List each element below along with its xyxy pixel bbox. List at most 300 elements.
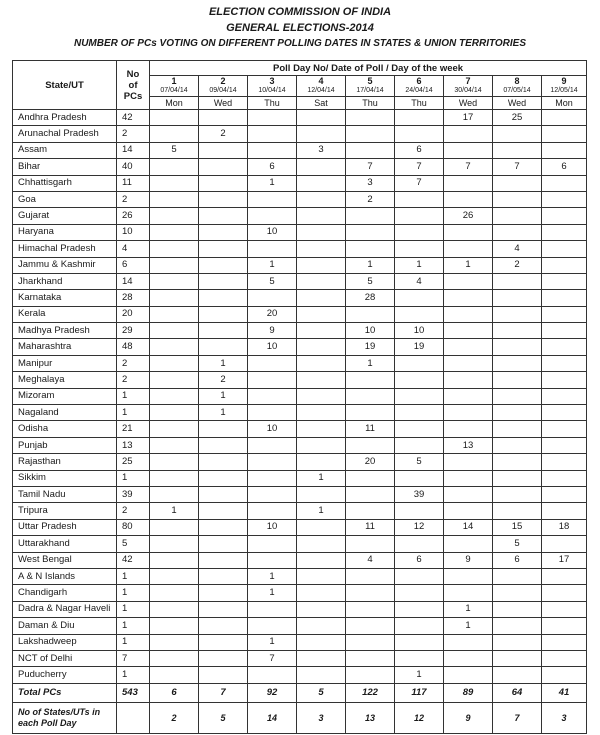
- pc-count: 1: [117, 667, 150, 683]
- poll-day-value: [248, 142, 297, 158]
- poll-day-value: [542, 388, 587, 404]
- pc-count: 13: [117, 437, 150, 453]
- poll-day-value: [444, 421, 493, 437]
- poll-date: 12/04/14: [307, 87, 335, 94]
- pc-count: 1: [117, 568, 150, 584]
- poll-day-value: [346, 306, 395, 322]
- poll-day-value: [542, 601, 587, 617]
- poll-day-value: [199, 667, 248, 683]
- pc-count: 5: [117, 536, 150, 552]
- table-row: [13, 454, 587, 470]
- poll-day-value: [542, 634, 587, 650]
- poll-day-value: [248, 241, 297, 257]
- poll-day-value: [395, 568, 444, 584]
- poll-day-of-week: Wed: [444, 97, 493, 110]
- poll-day-value: [150, 437, 199, 453]
- poll-day-value: [346, 241, 395, 257]
- total-day-value: 89: [444, 683, 493, 702]
- poll-day-value: [493, 273, 542, 289]
- poll-day-value: [297, 618, 346, 634]
- poll-day-value: [248, 667, 297, 683]
- poll-day-value: [444, 667, 493, 683]
- poll-day-value: 6: [248, 159, 297, 175]
- table-row: [13, 568, 587, 584]
- poll-day-value: [493, 437, 542, 453]
- poll-day-value: [493, 208, 542, 224]
- poll-day-value: [542, 339, 587, 355]
- poll-date: 17/04/14: [356, 87, 384, 94]
- table-row: [13, 339, 587, 355]
- poll-day-value: [150, 601, 199, 617]
- pc-count: 2: [117, 126, 150, 142]
- poll-day-value: 12: [395, 519, 444, 535]
- poll-day-value: [150, 618, 199, 634]
- poll-day-value: [297, 126, 346, 142]
- poll-day-value: [444, 339, 493, 355]
- poll-day-value: [199, 290, 248, 306]
- poll-day-value: [444, 273, 493, 289]
- poll-day-value: [542, 355, 587, 371]
- poll-day-value: [150, 191, 199, 207]
- poll-day-value: [150, 257, 199, 273]
- poll-day-value: 2: [199, 372, 248, 388]
- poll-day-value: [542, 142, 587, 158]
- poll-day-value: [150, 290, 199, 306]
- poll-day-value: [199, 208, 248, 224]
- poll-day-value: [542, 273, 587, 289]
- table-row: [13, 224, 587, 240]
- pc-count: 1: [117, 470, 150, 486]
- table-row: [13, 126, 587, 142]
- poll-day-value: 9: [248, 323, 297, 339]
- table-row: [13, 323, 587, 339]
- poll-day-value: [542, 224, 587, 240]
- pc-count: 20: [117, 306, 150, 322]
- poll-day-value: [444, 454, 493, 470]
- poll-day-value: [542, 372, 587, 388]
- pc-count: 1: [117, 601, 150, 617]
- table-row: [13, 110, 587, 126]
- poll-day-value: [199, 323, 248, 339]
- state-name: Jharkhand: [13, 273, 117, 289]
- poll-day-value: 6: [542, 159, 587, 175]
- table-row: [13, 405, 587, 421]
- poll-day-value: 4: [346, 552, 395, 568]
- poll-day-value: 5: [150, 142, 199, 158]
- poll-day-value: [493, 405, 542, 421]
- poll-day-value: [444, 568, 493, 584]
- poll-day-value: [297, 667, 346, 683]
- state-name: Jammu & Kashmir: [13, 257, 117, 273]
- poll-day-value: [248, 618, 297, 634]
- state-name: Madhya Pradesh: [13, 323, 117, 339]
- poll-day-value: [248, 110, 297, 126]
- poll-day-value: [493, 290, 542, 306]
- poll-day-value: [395, 601, 444, 617]
- poll-day-value: [444, 405, 493, 421]
- pc-count: 42: [117, 552, 150, 568]
- table-row: [13, 552, 587, 568]
- poll-day-value: [346, 224, 395, 240]
- poll-day-value: [493, 142, 542, 158]
- poll-day-value: 7: [493, 159, 542, 175]
- poll-day-value: [297, 306, 346, 322]
- poll-day-value: [444, 634, 493, 650]
- poll-day-value: 10: [248, 421, 297, 437]
- table-row: [13, 208, 587, 224]
- poll-day-value: [395, 585, 444, 601]
- poll-day-value: [297, 454, 346, 470]
- poll-day-value: [199, 486, 248, 502]
- total-day-value: 122: [346, 683, 395, 702]
- poll-day-value: [542, 110, 587, 126]
- poll-day-value: 1: [248, 568, 297, 584]
- header-day-8: [493, 76, 542, 97]
- poll-day-value: [297, 241, 346, 257]
- state-name: Punjab: [13, 437, 117, 453]
- poll-date: 07/05/14: [503, 87, 531, 94]
- state-name: Manipur: [13, 355, 117, 371]
- total-day-value: 117: [395, 683, 444, 702]
- state-name: Gujarat: [13, 208, 117, 224]
- pc-count: 40: [117, 159, 150, 175]
- table-row: [13, 273, 587, 289]
- poll-day-value: [493, 454, 542, 470]
- poll-day-of-week: Wed: [493, 97, 542, 110]
- poll-day-value: [444, 486, 493, 502]
- poll-day-value: 6: [395, 142, 444, 158]
- state-name: Dadra & Nagar Haveli: [13, 601, 117, 617]
- pc-count: 28: [117, 290, 150, 306]
- state-name: Tamil Nadu: [13, 486, 117, 502]
- state-name: Goa: [13, 191, 117, 207]
- poll-day-value: [444, 241, 493, 257]
- poll-day-value: [150, 126, 199, 142]
- poll-day-value: [150, 486, 199, 502]
- poll-day-value: [493, 191, 542, 207]
- total-day-value: 41: [542, 683, 587, 702]
- poll-day-value: 4: [493, 241, 542, 257]
- poll-day-value: [199, 618, 248, 634]
- poll-day-value: 1: [199, 405, 248, 421]
- poll-day-value: 1: [444, 601, 493, 617]
- poll-day-value: [346, 585, 395, 601]
- poll-day-value: [297, 405, 346, 421]
- poll-day-value: [395, 372, 444, 388]
- poll-day-value: [493, 470, 542, 486]
- poll-day-of-week: Mon: [542, 97, 587, 110]
- poll-day-value: [346, 126, 395, 142]
- state-name: A & N Islands: [13, 568, 117, 584]
- poll-day-value: [444, 503, 493, 519]
- pc-count: 21: [117, 421, 150, 437]
- poll-day-value: [542, 405, 587, 421]
- poll-day-value: 1: [199, 388, 248, 404]
- state-name: Assam: [13, 142, 117, 158]
- poll-day-value: [199, 421, 248, 437]
- poll-day-value: 15: [493, 519, 542, 535]
- poll-day-value: 1: [444, 257, 493, 273]
- pc-count: 26: [117, 208, 150, 224]
- poll-day-value: [248, 388, 297, 404]
- poll-day-value: 19: [346, 339, 395, 355]
- poll-day-value: [493, 224, 542, 240]
- poll-day-value: [395, 306, 444, 322]
- state-name: Mizoram: [13, 388, 117, 404]
- poll-day-value: [297, 437, 346, 453]
- state-name: West Bengal: [13, 552, 117, 568]
- poll-day-value: [395, 421, 444, 437]
- pc-count: 1: [117, 405, 150, 421]
- poll-day-value: [444, 585, 493, 601]
- states-count-value: 3: [297, 702, 346, 733]
- poll-day-value: [150, 175, 199, 191]
- poll-day-value: 19: [395, 339, 444, 355]
- state-name: Odisha: [13, 421, 117, 437]
- state-name: Maharashtra: [13, 339, 117, 355]
- poll-day-value: [346, 208, 395, 224]
- state-name: Meghalaya: [13, 372, 117, 388]
- poll-day-of-week: Thu: [248, 97, 297, 110]
- poll-day-value: [150, 568, 199, 584]
- poll-day-value: 5: [395, 454, 444, 470]
- table-row: [13, 437, 587, 453]
- poll-day-value: [297, 486, 346, 502]
- poll-day-value: 5: [346, 273, 395, 289]
- poll-day-value: 2: [493, 257, 542, 273]
- poll-day-value: [297, 634, 346, 650]
- poll-date: 12/05/14: [550, 87, 578, 94]
- poll-day-value: [444, 323, 493, 339]
- poll-day-value: 7: [444, 159, 493, 175]
- pc-count: 25: [117, 454, 150, 470]
- pc-count: 2: [117, 372, 150, 388]
- states-count-row: [13, 702, 587, 733]
- poll-day-value: [542, 306, 587, 322]
- poll-day-value: 1: [248, 634, 297, 650]
- poll-day-value: [346, 405, 395, 421]
- poll-day-value: 17: [542, 552, 587, 568]
- table-row: [13, 142, 587, 158]
- poll-day-value: [542, 650, 587, 666]
- poll-day-value: [248, 126, 297, 142]
- poll-day-value: [297, 650, 346, 666]
- poll-day-value: [150, 224, 199, 240]
- states-count-value: 5: [199, 702, 248, 733]
- poll-day-value: [542, 290, 587, 306]
- state-name: Lakshadweep: [13, 634, 117, 650]
- poll-day-value: [493, 355, 542, 371]
- header-state: State/UT: [13, 61, 117, 110]
- poll-day-value: [542, 208, 587, 224]
- poll-day-value: [346, 388, 395, 404]
- table-row: [13, 601, 587, 617]
- state-name: Haryana: [13, 224, 117, 240]
- poll-day-value: [297, 339, 346, 355]
- poll-day-value: 2: [346, 191, 395, 207]
- state-name: Tripura: [13, 503, 117, 519]
- poll-day-value: [542, 421, 587, 437]
- poll-day-value: 4: [395, 273, 444, 289]
- poll-day-value: [395, 208, 444, 224]
- poll-day-value: [297, 175, 346, 191]
- pc-count: 10: [117, 224, 150, 240]
- poll-day-value: [297, 110, 346, 126]
- poll-day-value: [493, 634, 542, 650]
- poll-day-value: [395, 634, 444, 650]
- header-no-of-pcs-line: No: [126, 68, 140, 80]
- poll-day-value: 1: [395, 257, 444, 273]
- poll-day-value: [248, 503, 297, 519]
- poll-day-value: [199, 241, 248, 257]
- poll-day-value: [395, 470, 444, 486]
- poll-day-value: 28: [346, 290, 395, 306]
- poll-day-value: 14: [444, 519, 493, 535]
- poll-day-value: 5: [493, 536, 542, 552]
- poll-day-value: [346, 142, 395, 158]
- poll-day-value: [346, 618, 395, 634]
- poll-day-value: [199, 175, 248, 191]
- table-row: [13, 372, 587, 388]
- poll-day-value: 1: [248, 585, 297, 601]
- total-pcs: 543: [117, 683, 150, 702]
- poll-day-value: [150, 667, 199, 683]
- poll-day-value: [493, 339, 542, 355]
- poll-day-value: [395, 618, 444, 634]
- header-day-2: [199, 76, 248, 97]
- poll-day-value: [199, 110, 248, 126]
- poll-day-value: [542, 568, 587, 584]
- poll-day-value: 17: [444, 110, 493, 126]
- poll-day-value: [199, 306, 248, 322]
- table-row: [13, 257, 587, 273]
- poll-day-value: [248, 290, 297, 306]
- poll-day-value: 7: [395, 175, 444, 191]
- poll-day-value: [199, 257, 248, 273]
- pc-count: 2: [117, 355, 150, 371]
- poll-day-value: [395, 110, 444, 126]
- poll-day-value: [395, 388, 444, 404]
- table-row: [13, 585, 587, 601]
- poll-day-value: [297, 601, 346, 617]
- state-name: Arunachal Pradesh: [13, 126, 117, 142]
- poll-day-value: 7: [248, 650, 297, 666]
- pc-count: 48: [117, 339, 150, 355]
- poll-day-value: 20: [346, 454, 395, 470]
- pc-count: 14: [117, 273, 150, 289]
- poll-day-value: 6: [395, 552, 444, 568]
- poll-day-value: [346, 486, 395, 502]
- poll-day-value: [346, 568, 395, 584]
- poll-day-value: [542, 585, 587, 601]
- poll-day-value: [493, 421, 542, 437]
- poll-day-value: [346, 372, 395, 388]
- poll-day-value: [248, 191, 297, 207]
- pc-count: 1: [117, 634, 150, 650]
- poll-day-value: [199, 552, 248, 568]
- poll-day-value: [199, 601, 248, 617]
- poll-date: 24/04/14: [405, 87, 433, 94]
- table-row: [13, 519, 587, 535]
- poll-day-value: 2: [199, 126, 248, 142]
- poll-day-value: [248, 405, 297, 421]
- poll-day-value: [542, 667, 587, 683]
- header-no-of-pcs-line: of: [128, 79, 138, 91]
- poll-day-value: [346, 437, 395, 453]
- poll-date: 30/04/14: [454, 87, 482, 94]
- poll-day-value: [346, 634, 395, 650]
- poll-day-value: 10: [346, 323, 395, 339]
- total-day-value: 92: [248, 683, 297, 702]
- table-row: [13, 241, 587, 257]
- poll-day-value: [297, 159, 346, 175]
- state-name: Chandigarh: [13, 585, 117, 601]
- poll-day-value: [150, 388, 199, 404]
- header-day-9: [542, 76, 587, 97]
- table-row: [13, 486, 587, 502]
- poll-day-value: [493, 601, 542, 617]
- poll-day-value: 1: [346, 257, 395, 273]
- poll-day-value: [150, 208, 199, 224]
- state-name: Karnataka: [13, 290, 117, 306]
- total-day-value: 64: [493, 683, 542, 702]
- poll-day-value: [150, 454, 199, 470]
- poll-day-value: [444, 650, 493, 666]
- poll-day-value: 26: [444, 208, 493, 224]
- title-line-2: GENERAL ELECTIONS-2014: [226, 22, 374, 34]
- poll-day-value: [199, 142, 248, 158]
- states-count-value: 13: [346, 702, 395, 733]
- poll-day-value: [199, 339, 248, 355]
- state-name: Uttarakhand: [13, 536, 117, 552]
- table-row: [13, 175, 587, 191]
- table-row: [13, 191, 587, 207]
- table-row: [13, 355, 587, 371]
- poll-day-value: [542, 241, 587, 257]
- poll-day-value: 13: [444, 437, 493, 453]
- poll-day-value: [444, 355, 493, 371]
- pc-count: 42: [117, 110, 150, 126]
- poll-day-value: 6: [493, 552, 542, 568]
- state-name: Puducherry: [13, 667, 117, 683]
- table-row: [13, 536, 587, 552]
- total-day-value: 5: [297, 683, 346, 702]
- poll-day-value: [493, 667, 542, 683]
- states-count-label: No of States/UTs in each Poll Day: [13, 702, 117, 733]
- poll-day-value: [199, 191, 248, 207]
- poll-date: 10/04/14: [258, 87, 286, 94]
- poll-day-value: [150, 650, 199, 666]
- poll-day-value: [248, 536, 297, 552]
- poll-day-value: [199, 159, 248, 175]
- poll-day-value: [444, 191, 493, 207]
- poll-day-value: [395, 241, 444, 257]
- poll-date: 07/04/14: [160, 87, 188, 94]
- poll-day-value: [542, 437, 587, 453]
- poll-day-value: [199, 568, 248, 584]
- poll-day-value: [346, 110, 395, 126]
- title-line-3: NUMBER OF PCs VOTING ON DIFFERENT POLLING DATES IN STATES & UNION TERRITORIES: [73, 38, 527, 49]
- poll-day-value: [150, 339, 199, 355]
- poll-day-value: 9: [444, 552, 493, 568]
- poll-day-value: [248, 437, 297, 453]
- poll-day-value: [542, 486, 587, 502]
- poll-day-value: [444, 224, 493, 240]
- poll-day-value: 1: [297, 503, 346, 519]
- state-name: Uttar Pradesh: [13, 519, 117, 535]
- poll-day-value: [297, 536, 346, 552]
- poll-day-value: [444, 536, 493, 552]
